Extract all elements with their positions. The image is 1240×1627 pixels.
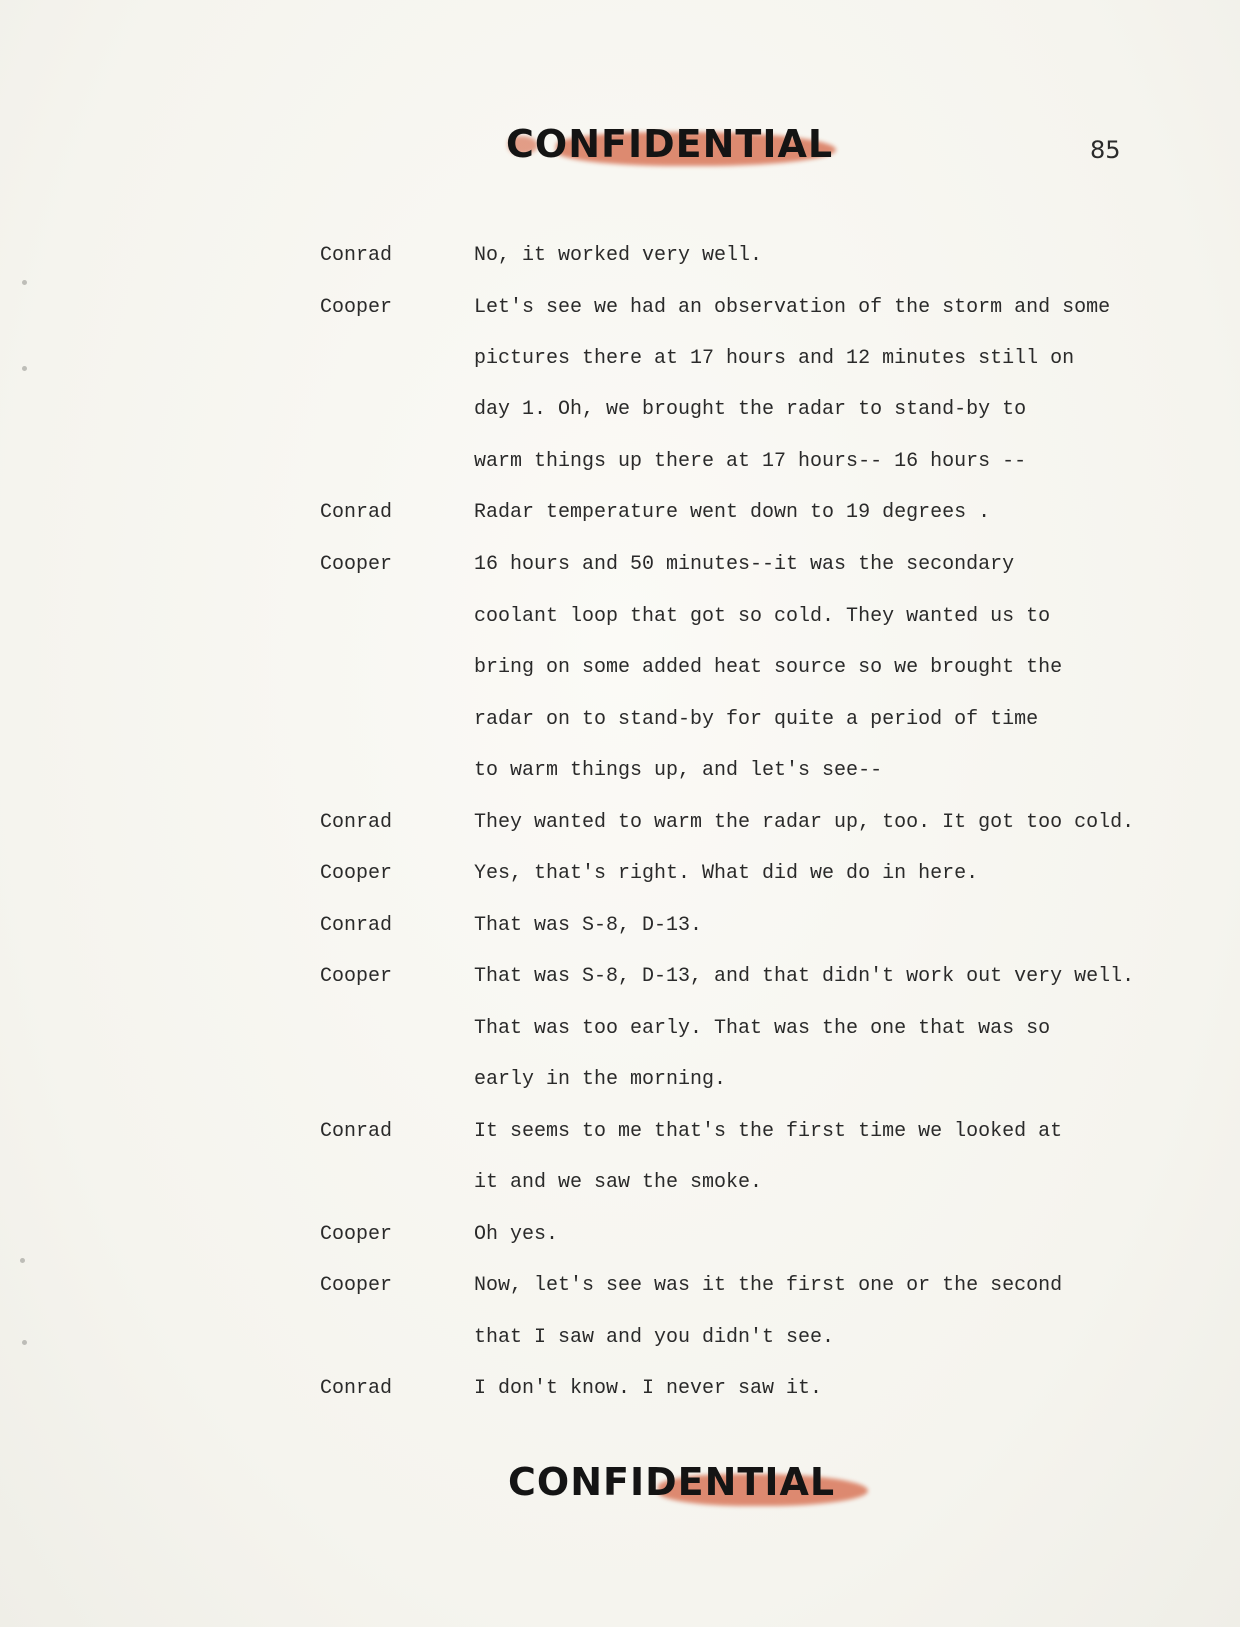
transcript-line: Now, let's see was it the first one or the second [474,1274,1063,1297]
speaker-name: Cooper [320,862,393,885]
transcript-row [0,1116,1240,1148]
transcript-line: Radar temperature went down to 19 degrees . [474,501,991,524]
transcript-line: it and we saw the smoke. [474,1171,763,1194]
transcript-row [0,1270,1240,1302]
transcript-line: radar on to stand-by for quite a period of time [474,708,1039,731]
speaker-name: Cooper [320,296,393,319]
transcript-row [0,652,1240,684]
speaker-name: Cooper [320,1223,393,1246]
transcript-line: Yes, that's right. What did we do in here. [474,862,979,885]
transcript-row [0,601,1240,633]
paper-speck [22,280,27,285]
transcript-line: day 1. Oh, we brought the radar to stand-by to [474,398,1027,421]
transcript-row [0,1322,1240,1354]
transcript-row [0,1064,1240,1096]
speaker-name: Cooper [320,965,393,988]
transcript-row [0,704,1240,736]
speaker-name: Cooper [320,1274,393,1297]
transcript-line: Oh yes. [474,1223,559,1246]
transcript-row [0,394,1240,426]
transcript-line: I don't know. I never saw it. [474,1377,823,1400]
transcript-row [0,755,1240,787]
paper-speck [22,1340,27,1345]
transcript-line: It seems to me that's the first time we looked at [474,1120,1063,1143]
transcript-line: warm things up there at 17 hours-- 16 hours -- [474,450,1027,473]
transcript-line: early in the morning. [474,1068,727,1091]
transcript-line: Let's see we had an observation of the storm and some [474,296,1111,319]
transcript-line: pictures there at 17 hours and 12 minutes still on [474,347,1075,370]
transcript-row [0,292,1240,324]
speaker-name: Conrad [320,501,393,524]
transcript-row [0,240,1240,272]
speaker-name: Conrad [320,914,393,937]
transcript-row [0,1013,1240,1045]
transcript-line: That was S-8, D-13. [474,914,703,937]
paper-speck [22,366,27,371]
transcript-row [0,1373,1240,1405]
speaker-name: Conrad [320,1120,393,1143]
transcript-line: That was S-8, D-13, and that didn't work out very well. [474,965,1135,988]
transcript-line: bring on some added heat source so we brought the [474,656,1063,679]
transcript-line: to warm things up, and let's see-- [474,759,883,782]
speaker-name: Conrad [320,811,393,834]
transcript-line: that I saw and you didn't see. [474,1326,835,1349]
paper-speck [20,1258,25,1263]
transcript-row [0,910,1240,942]
transcript-row [0,497,1240,529]
transcript-row [0,807,1240,839]
transcript-row [0,343,1240,375]
transcript-line: No, it worked very well. [474,244,763,267]
transcript-row [0,1167,1240,1199]
transcript-line: 16 hours and 50 minutes--it was the secondary [474,553,1015,576]
speaker-name: Conrad [320,1377,393,1400]
confidential-stamp-bottom [508,1460,868,1522]
transcript-row [0,858,1240,890]
speaker-name: Cooper [320,553,393,576]
confidential-stamp-text: CONFIDENTIAL [508,1460,836,1504]
page-number: 85 [1090,136,1121,164]
transcript-line: They wanted to warm the radar up, too. It got too cold. [474,811,1135,834]
transcript-row [0,961,1240,993]
transcript-row [0,1219,1240,1251]
speaker-name: Conrad [320,244,393,267]
transcript-row [0,446,1240,478]
transcript-line: That was too early. That was the one that was so [474,1017,1051,1040]
confidential-stamp-top [506,122,846,184]
transcript-row [0,549,1240,581]
confidential-stamp-text: CONFIDENTIAL [506,122,834,166]
transcript-line: coolant loop that got so cold. They wanted us to [474,605,1051,628]
